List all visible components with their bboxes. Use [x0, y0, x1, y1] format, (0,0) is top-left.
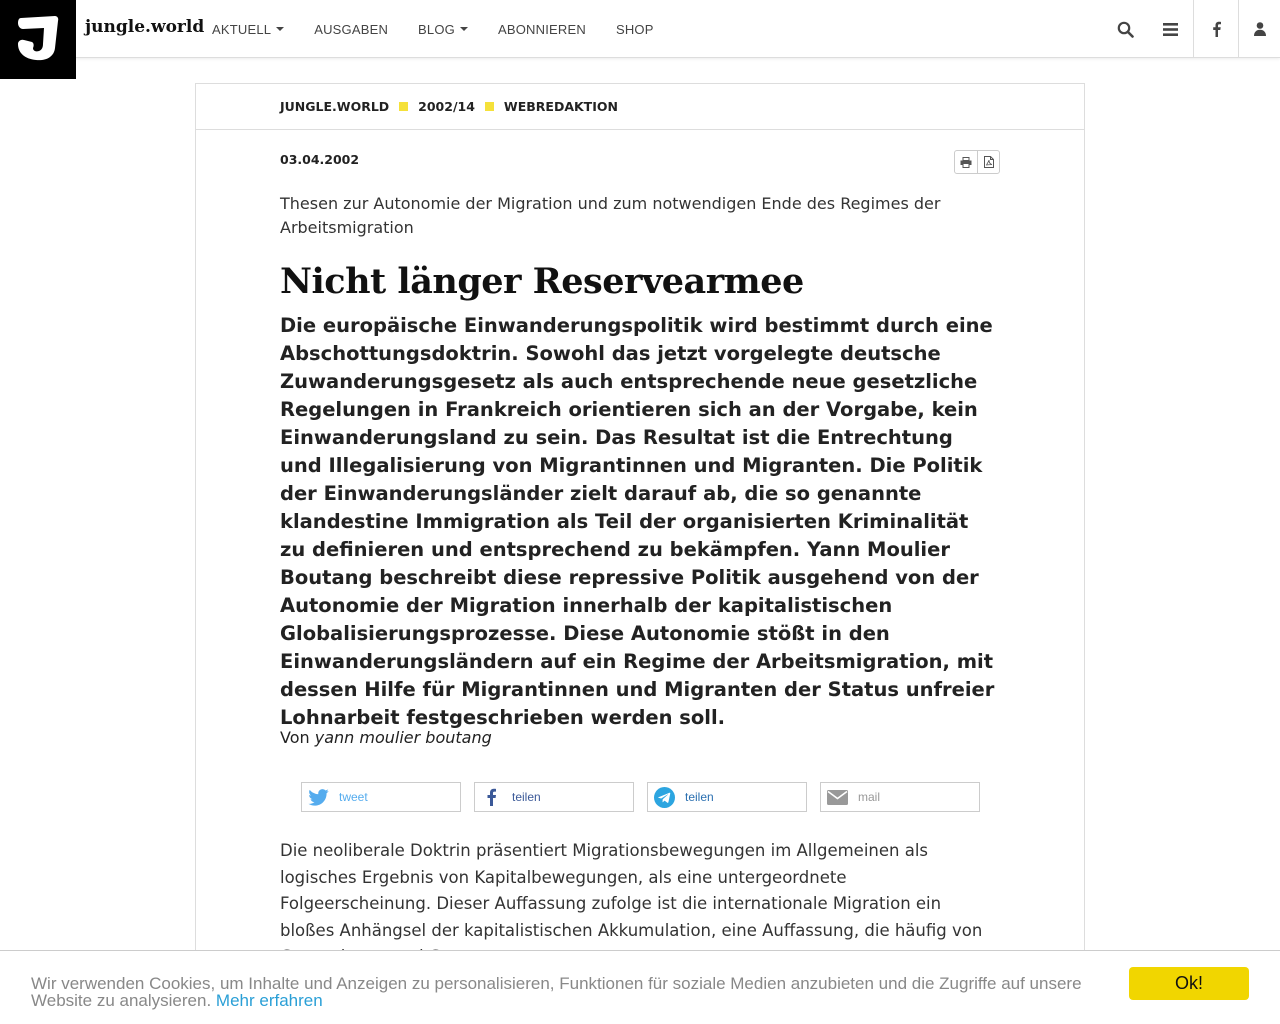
facebook-icon	[1212, 21, 1221, 37]
byline-prefix: Von	[280, 728, 310, 747]
facebook-icon	[481, 788, 502, 806]
nav-shop[interactable]	[601, 22, 669, 37]
nav-abonnieren-label: ABONNIEREN	[497, 21, 586, 37]
search-icon	[1117, 21, 1134, 38]
twitter-icon	[308, 789, 329, 806]
print-button[interactable]	[955, 151, 977, 173]
nav-aktuell-label: AKTUELL	[212, 21, 272, 37]
share-telegram-button[interactable]	[647, 782, 807, 812]
nav-shop-label: SHOP	[615, 21, 654, 37]
share-mail-label: mail	[858, 790, 881, 804]
logo-j-icon	[15, 14, 61, 62]
user-icon	[1254, 22, 1266, 36]
caret-down-icon	[460, 27, 468, 31]
nav-blog[interactable]	[403, 22, 483, 37]
breadcrumb-section[interactable]: WEBREDAKTION	[503, 99, 618, 114]
telegram-icon	[654, 787, 675, 808]
brand-name[interactable]: jungle.world	[85, 17, 205, 37]
nav-ausgaben-label: AUSGABEN	[314, 21, 389, 37]
share-twitter-label: tweet	[339, 790, 368, 804]
breadcrumb-separator	[399, 102, 408, 111]
share-buttons	[301, 782, 993, 812]
nav-abonnieren[interactable]	[483, 22, 601, 37]
caret-down-icon	[276, 27, 284, 31]
cookie-banner	[0, 950, 1280, 1024]
cookie-more-link[interactable]: Mehr erfahren	[215, 991, 323, 1010]
breadcrumb-site[interactable]: JUNGLE.WORLD	[280, 99, 390, 114]
share-telegram-label: teilen	[685, 790, 714, 804]
header-tools	[1103, 0, 1280, 58]
article-body: Die neoliberale Doktrin präsentiert Migrationsbewegungen im Allgemeinen als logisches Ergebnis von Kapitalbewegungen, als eine untergeordnete Folgeerscheinung. Dieser Auffassung zufolge ist die internationale Migration ein bloßes Anhängsel der kapitalistischen Akkumulation, eine Auffassung, die häufig von	[280, 841, 983, 940]
nav-aktuell[interactable]	[197, 22, 299, 37]
share-twitter-button[interactable]	[301, 782, 461, 812]
top-navbar	[0, 0, 1280, 58]
facebook-button[interactable]	[1193, 0, 1238, 58]
article-title: Nicht länger Reservearmee	[280, 261, 804, 302]
nav-ausgaben[interactable]	[299, 22, 403, 37]
pdf-icon	[984, 156, 994, 168]
article-actions	[954, 150, 1000, 174]
share-facebook-label: teilen	[512, 790, 541, 804]
breadcrumb-separator	[485, 102, 494, 111]
site-logo[interactable]	[0, 0, 76, 79]
breadcrumb	[196, 84, 1084, 130]
share-mail-button[interactable]	[820, 782, 980, 812]
menu-button[interactable]	[1148, 0, 1193, 58]
cookie-accept-button[interactable]: Ok!	[1129, 967, 1249, 1000]
byline	[280, 728, 492, 747]
search-button[interactable]	[1103, 0, 1148, 58]
pdf-button[interactable]	[977, 151, 999, 173]
cookie-text-wrapper	[31, 975, 1106, 1009]
cookie-message: Wir verwenden Cookies, um Inhalte und Anzeigen zu personalisieren, Funktionen für soziale Medien anzubieten und die Zugriffe auf unsere Website zu analysieren.	[31, 974, 1082, 1010]
mail-icon	[827, 790, 848, 805]
article-container	[195, 83, 1085, 1024]
article-date: 03.04.2002	[280, 152, 360, 167]
user-button[interactable]	[1238, 0, 1280, 58]
breadcrumb-issue[interactable]: 2002/14	[418, 99, 475, 114]
share-facebook-button[interactable]	[474, 782, 634, 812]
print-icon	[960, 157, 972, 168]
author-name[interactable]: yann moulier boutang	[314, 728, 492, 747]
article-subtitle: Thesen zur Autonomie der Migration und zum notwendigen Ende des Regimes der Arbeitsmigration	[280, 194, 941, 237]
article-lead: Die europäische Einwanderungspolitik wird bestimmt durch eine Abschottungsdoktrin. Sowohl das jetzt vorgelegte deutsche Zuwanderungsgesetz als auch entsprechende neue gesetzliche Regelungen in Frankreich orientieren sich an der Vorgabe, kein Einwanderungsland zu sein. Das Resultat ist die Entrechtung und Illegalisierung von Migrantinnen und Migranten. Die Politik der Einwanderungsländer zielt darauf ab, die so genannte klandestine Immigration als Teil der organisierten Kriminalität zu definieren und entsprechend zu bekämpfen. Yann Moulier Boutang beschreibt diese repressive Politik ausgehend von der Autonomie der Migration innerhalb der kapitalistischen Globalisierungsprozesse. Diese Autonomie stößt in den Einwanderungsländern auf ein Regime der Arbeitsmigration, mit dessen Hilfe für Migrantinnen und Migranten der Status unfreier Lohnarbeit festgeschrieben werden soll.	[280, 314, 995, 729]
menu-icon	[1163, 23, 1178, 36]
main-nav	[197, 0, 669, 58]
nav-blog-label: BLOG	[418, 21, 455, 37]
